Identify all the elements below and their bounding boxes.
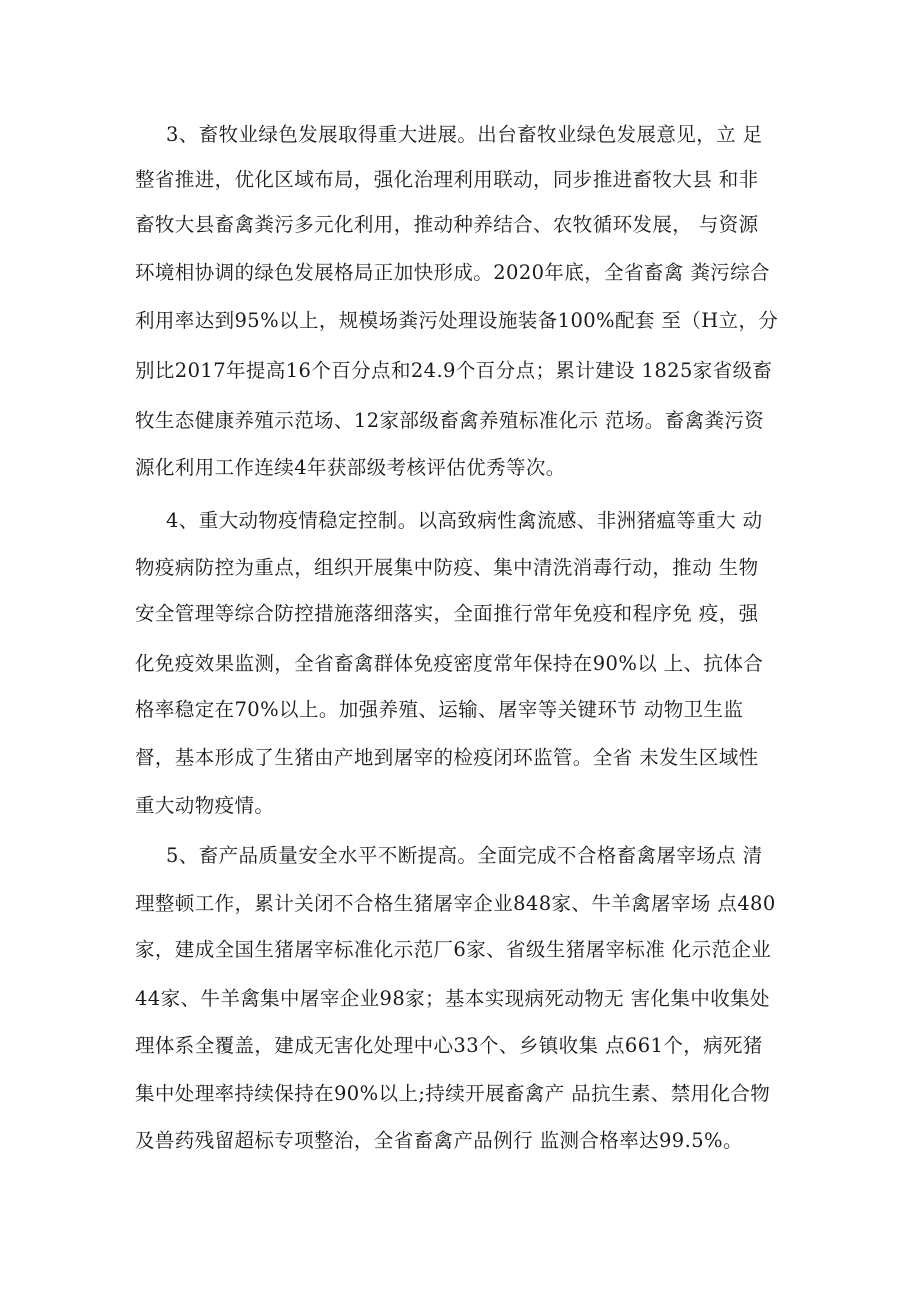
- paragraph-line: 44家、牛羊禽集中屠宰企业98家；基本实现病死动物无 害化集中收集处: [135, 987, 770, 1010]
- paragraph-line: 牧生态健康养殖示范场、12家部级畜禽养殖标准化示 范场。畜禽粪污资: [135, 409, 765, 432]
- paragraph-line: 源化利用工作连续4年获部级考核评估优秀等次。: [135, 456, 566, 479]
- paragraph-line: 家，建成全国生猪屠宰标准化示范厂6家、省级生猪屠宰标准 化示范企业: [135, 938, 772, 961]
- paragraph-line: 理体系全覆盖，建成无害化处理中心33个、乡镇收集 点661个，病死猪: [135, 1034, 763, 1057]
- paragraph-line: 整省推进，优化区域布局，强化治理利用联动，同步推进畜牧大县 和非: [135, 168, 759, 191]
- paragraph-line: 环境相协调的绿色发展格局正加快形成。2020年底，全省畜禽 粪污综合: [135, 261, 770, 284]
- paragraph-line: 别比2017年提高16个百分点和24.9个百分点；累计建设 1825家省级畜: [135, 359, 773, 382]
- paragraph-line: 畜牧大县畜禽粪污多元化利用，推动种养结合、农牧循环发展， 与资源: [135, 213, 759, 236]
- paragraph-line: 化免疫效果监测，全省畜禽群体免疫密度常年保持在90%以 上、抗体合: [135, 652, 764, 675]
- paragraph-line: 理整顿工作，累计关闭不合格生猪屠宰企业848家、牛羊禽屠宰场 点480: [135, 892, 776, 915]
- paragraph-line: 5、畜产品质量安全水平不断提高。全面完成不合格畜禽屠宰场点 清: [166, 844, 763, 867]
- paragraph-line: 及兽药残留超标专项整治，全省畜禽产品例行 监测合格率达99.5%。: [135, 1129, 743, 1152]
- paragraph-line: 重大动物疫情。: [135, 794, 275, 817]
- paragraph-line: 利用率达到95%以上，规模场粪污处理设施装备100%配套 至（H立，分: [135, 309, 779, 332]
- paragraph-line: 督，基本形成了生猪由产地到屠宰的检疫闭环监管。全省 未发生区域性: [135, 746, 759, 769]
- paragraph-line: 物疫病防控为重点，组织开展集中防疫、集中清洗消毒行动，推动 生物: [135, 556, 759, 579]
- paragraph-line: 4、重大动物疫情稳定控制。以高致病性禽流感、非洲猪瘟等重大 动: [166, 509, 763, 532]
- paragraph-line: 3、畜牧业绿色发展取得重大进展。出台畜牧业绿色发展意见，立 足: [166, 123, 763, 146]
- paragraph-line: 集中处理率持续保持在90%以上;持续开展畜禽产 品抗生素、禁用化合物: [135, 1082, 771, 1105]
- paragraph-line: 格率稳定在70%以上。加强养殖、运输、屠宰等关键环节 动物卫生监: [135, 698, 744, 721]
- paragraph-line: 安全管理等综合防控措施落细落实，全面推行常年免疫和程序免 疫，强: [135, 602, 759, 625]
